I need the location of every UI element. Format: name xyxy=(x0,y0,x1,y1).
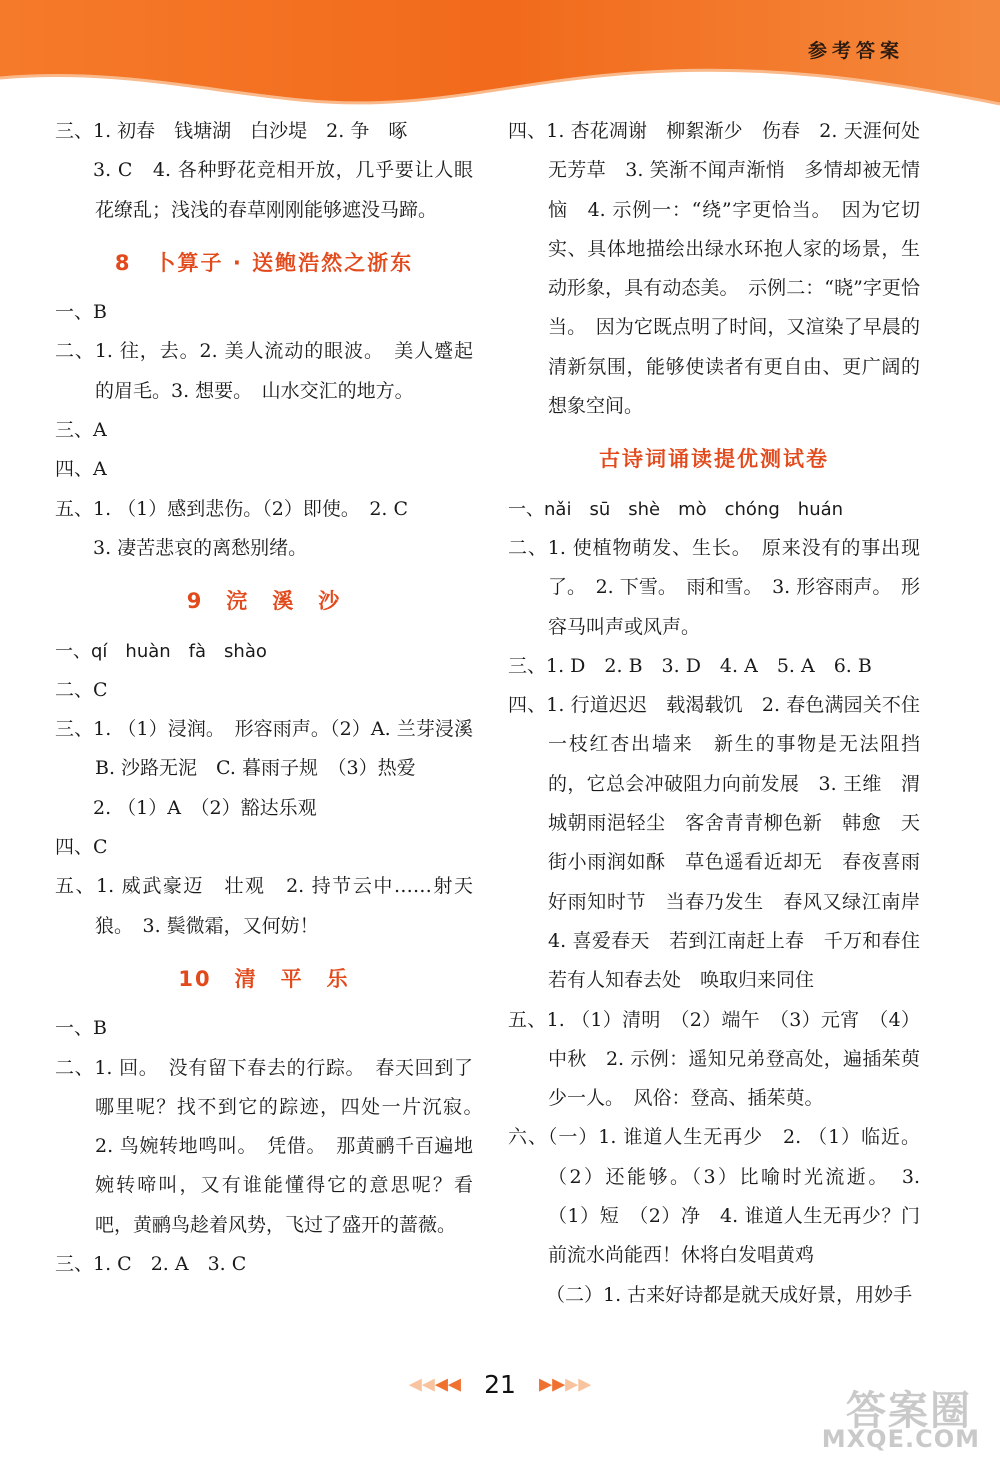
section-heading: 古诗词诵读提优测试卷 xyxy=(599,447,829,472)
header-title: 参考答案 xyxy=(807,40,904,62)
answer-item: 三、A xyxy=(55,419,107,442)
section-heading: 8 卜算子 · 送鲍浩然之浙东 xyxy=(114,250,414,275)
answer-item: 三、1. （1）浸润。 形容雨声。（2）A. 兰芽浸溪 B. 沙路无泥 C. 暮雨子规 （3）热爱 xyxy=(55,718,493,780)
answer-line: （二）1. 古来好诗都是就天成好景，用妙手 xyxy=(546,1283,913,1306)
answer-item: 四、A xyxy=(55,458,107,481)
section-heading: 9 浣 溪 沙 xyxy=(186,589,342,614)
answer-item: 四、C xyxy=(55,836,108,859)
answer-line: 3. 凄苦悲哀的离愁别绪。 xyxy=(93,536,308,559)
prev-arrow-icon: ◀◀ xyxy=(408,1374,435,1395)
next-arrow-icon: ▶▶ xyxy=(539,1374,566,1395)
answer-item: 三、1. C 2. A 3. C xyxy=(55,1253,247,1276)
answer-line: 3. C 4. 各种野花竞相开放，几乎要让人眼花缭乱；浅浅的春草刚刚能够遮没马蹄。 xyxy=(93,159,473,221)
answer-item: 六、（一）1. 谁道人生无再少 2. （1）临近。（2）还能够。（3）比喻时光流逝。 3. （1）短 （2）净 4. 谁道人生无再少？门前流水尚能西！休将白发唱黄鸡 xyxy=(508,1126,920,1267)
section-heading: 10 清 平 乐 xyxy=(178,966,350,991)
answer-item: 四、1. 杏花凋谢 柳絮渐少 伤春 2. 天涯何处无芳草 3. 笑渐不闻声渐悄 多情却被无情恼 4. 示例一：“绕”字更恰当。 因为它切实、具体地描绘出绿水环抱人家的场景，生动形象，具有动态美。 示例二：“晓”字更恰当。 因为它既点明了时间，又渲染了早晨的清新氛围，能够使读者有更自由、更广阔的想象空间。 xyxy=(508,120,920,418)
prev-arrow-icon: ◀◀ xyxy=(434,1374,461,1395)
watermark-logo-text: 答案圈 xyxy=(846,1388,972,1434)
next-arrow-icon: ▶▶ xyxy=(565,1374,592,1395)
answer-item: 二、1. 使植物萌发、生长。 原来没有的事出现了。 2. 下雪。 雨和雪。 3. 形容雨声。 形容马叫声或风声。 xyxy=(508,536,920,638)
watermark xyxy=(790,1379,990,1459)
answer-item: 三、1. D 2. B 3. D 4. A 5. A 6. B xyxy=(508,654,872,677)
answer-item: 五、1. 威武豪迈 壮观 2. 持节云中……射天狼。 3. 鬓微霜，又何妨！ xyxy=(55,875,473,937)
answer-item: 五、1. （1）感到悲伤。（2）即使。 2. C xyxy=(55,497,409,520)
answer-item: 四、1. 行道迟迟 载渴载饥 2. 春色满园关不住 一枝红杏出墙来 新生的事物是无法阻挡的，它总会冲破阻力向前发展 3. 王维 渭城朝雨浥轻尘 客舍青青柳色新 韩愈 天街小雨润如酥 草色遥看近却无 春夜喜雨 好雨知时节 当春乃发生 春风又绿江南岸 4. 喜爱春天 若到江南赶上春 千万和春住 若有人知春去处 唤取归来同住 xyxy=(508,694,940,992)
right-column xyxy=(508,112,940,1315)
answer-item: 五、1. （1）清明 （2）端午 （3）元宵 （4）中秋 2. 示例：遥知兄弟登高处，遍插茱萸少一人。 风俗：登高、插茱萸。 xyxy=(508,1008,920,1110)
answer-item: 一、B xyxy=(55,1017,107,1040)
pinyin-answer: 一、qí huàn fà shào xyxy=(55,640,267,662)
answer-item: 二、C xyxy=(55,678,108,701)
left-column xyxy=(55,112,493,1284)
answer-item: 二、1. 回。 没有留下春去的行踪。 春天回到了哪里呢？找不到它的踪迹，四处一片沉寂。 2. 鸟婉转地鸣叫。 凭借。 那黄鹂千百遍地婉转啼叫，又有谁能懂得它的意思呢？看吧，黄鹂鸟趁着风势，飞过了盛开的蔷薇。 xyxy=(55,1056,493,1236)
answer-line: 2. （1）A （2）豁达乐观 xyxy=(93,796,317,819)
answer-item: 三、1. 初春 钱塘湖 白沙堤 2. 争 啄 xyxy=(55,120,408,142)
page-number: 21 xyxy=(484,1370,516,1399)
watermark-url: MXQE.COM xyxy=(821,1425,980,1453)
answer-item: 二、1. 往，去。2. 美人流动的眼波。 美人蹙起的眉毛。3. 想要。 山水交汇的地方。 xyxy=(55,340,473,402)
page-header-banner xyxy=(0,0,1000,112)
pinyin-answer: 一、nǎi sū shè mò chóng huán xyxy=(508,498,844,520)
answer-item: 一、B xyxy=(55,301,107,324)
